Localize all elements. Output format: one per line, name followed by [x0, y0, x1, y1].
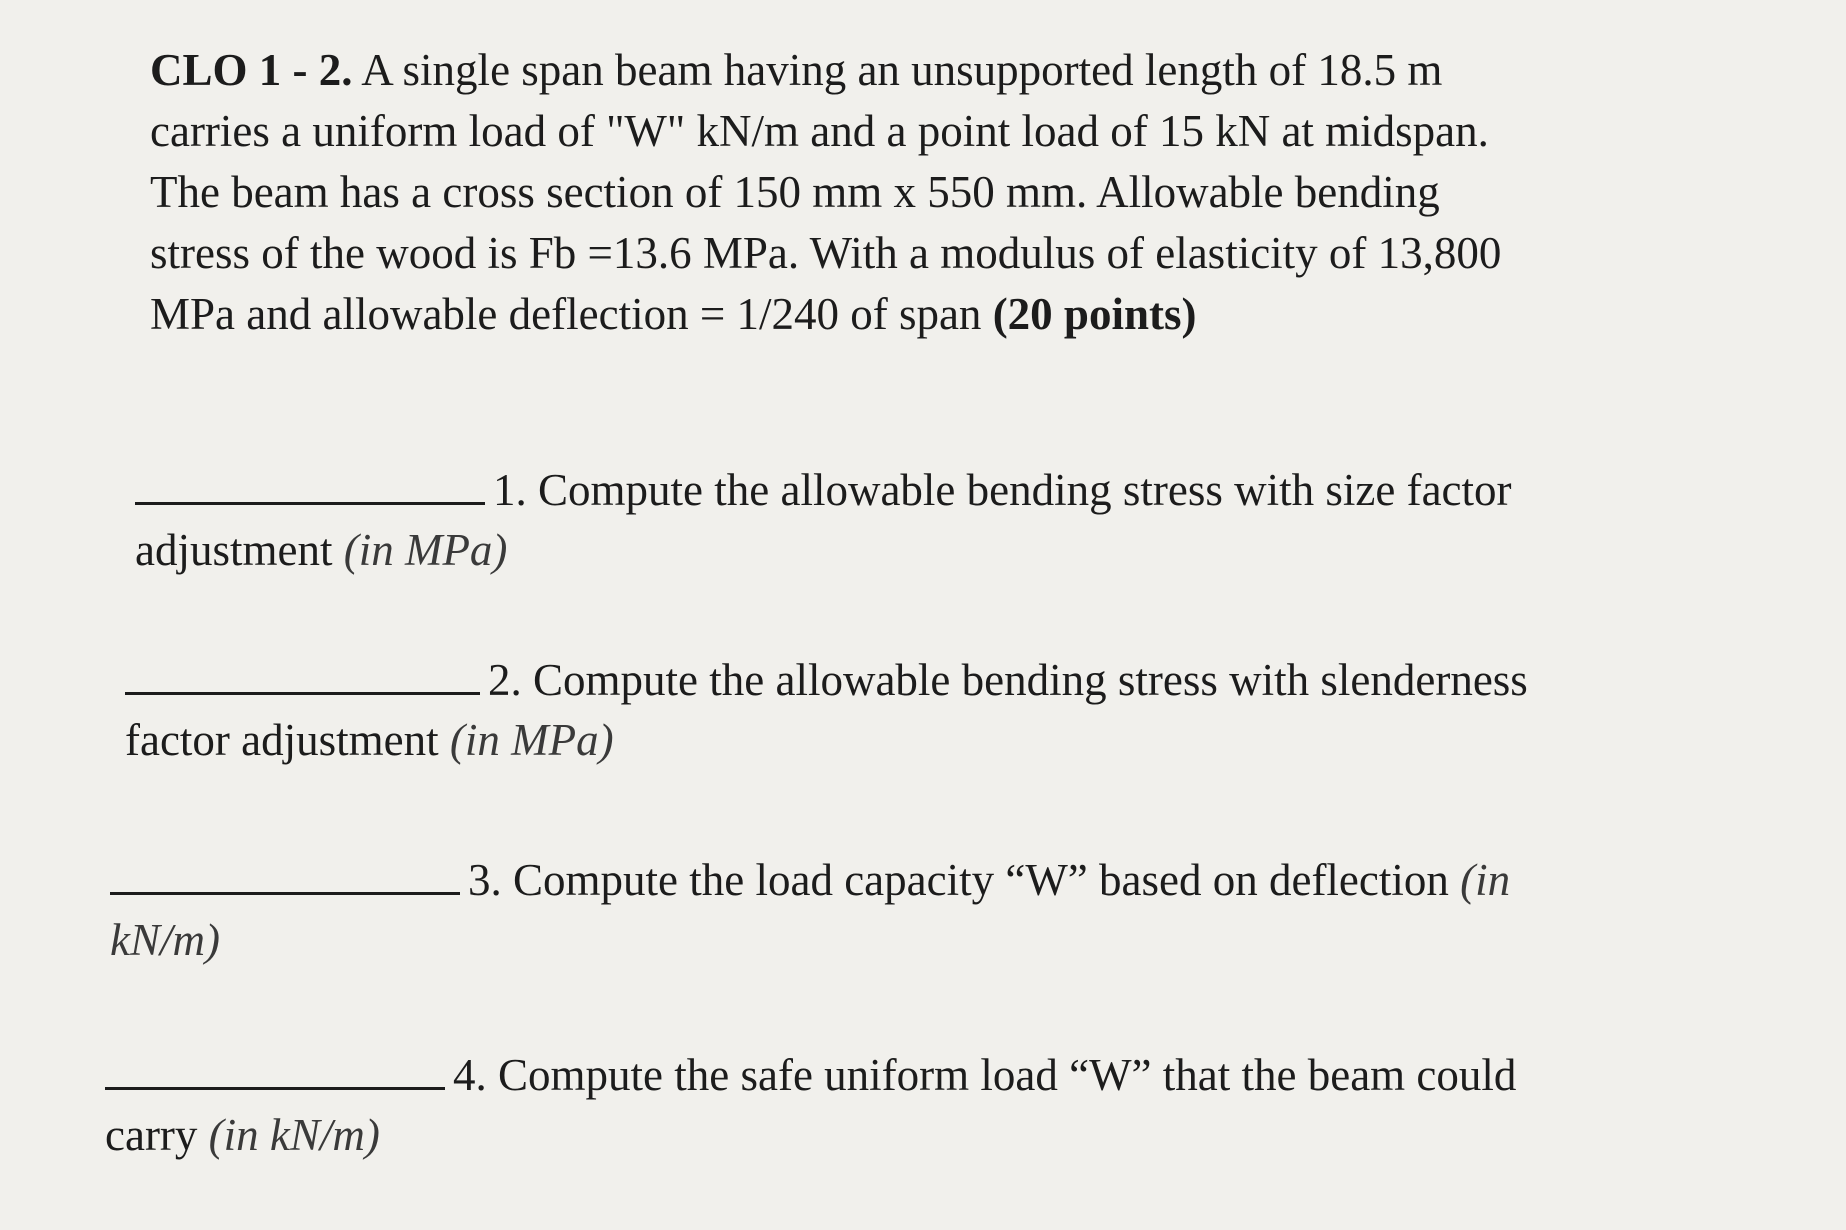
problem-line-1: CLO 1 - 2. A single span beam having an unsupported length of 18.5 m [150, 45, 1443, 95]
problem-line-4: stress of the wood is Fb =13.6 MPa. With a modulus of elasticity of 13,800 [150, 228, 1502, 278]
problem-line-2: carries a uniform load of "W" kN/m and a point load of 15 kN at midspan. [150, 106, 1489, 156]
question-3-unit-open: (in [1460, 855, 1511, 905]
question-1-text-cont: adjustment [135, 525, 333, 575]
answer-blank-3[interactable] [110, 852, 460, 895]
answer-blank-2[interactable] [125, 652, 480, 695]
question-2-text-cont: factor adjustment [125, 715, 439, 765]
question-2-unit: (in MPa) [449, 715, 614, 765]
problem-statement [150, 40, 1770, 345]
problem-label: CLO 1 - 2. [150, 45, 353, 95]
question-2-text: 2. Compute the allowable bending stress with slenderness [488, 655, 1528, 705]
question-3-unit: kN/m) [110, 915, 220, 965]
question-1-unit: (in MPa) [343, 525, 508, 575]
question-4-text: 4. Compute the safe uniform load “W” that the beam could [453, 1050, 1517, 1100]
answer-blank-1[interactable] [135, 462, 485, 505]
problem-line-3: The beam has a cross section of 150 mm x 550 mm. Allowable bending [150, 167, 1440, 217]
question-4 [105, 1045, 1516, 1165]
question-3 [110, 850, 1510, 970]
problem-line-5: MPa and allowable deflection = 1/240 of span (20 points) [150, 289, 1197, 339]
question-4-unit: (in kN/m) [208, 1110, 380, 1160]
question-3-text: 3. Compute the load capacity “W” based on deflection [468, 855, 1449, 905]
question-1-text: 1. Compute the allowable bending stress with size factor [493, 465, 1512, 515]
question-1 [135, 460, 1512, 580]
question-2 [125, 650, 1528, 770]
question-4-text-cont: carry [105, 1110, 198, 1160]
answer-blank-4[interactable] [105, 1047, 445, 1090]
points-value: (20 points) [992, 289, 1197, 339]
